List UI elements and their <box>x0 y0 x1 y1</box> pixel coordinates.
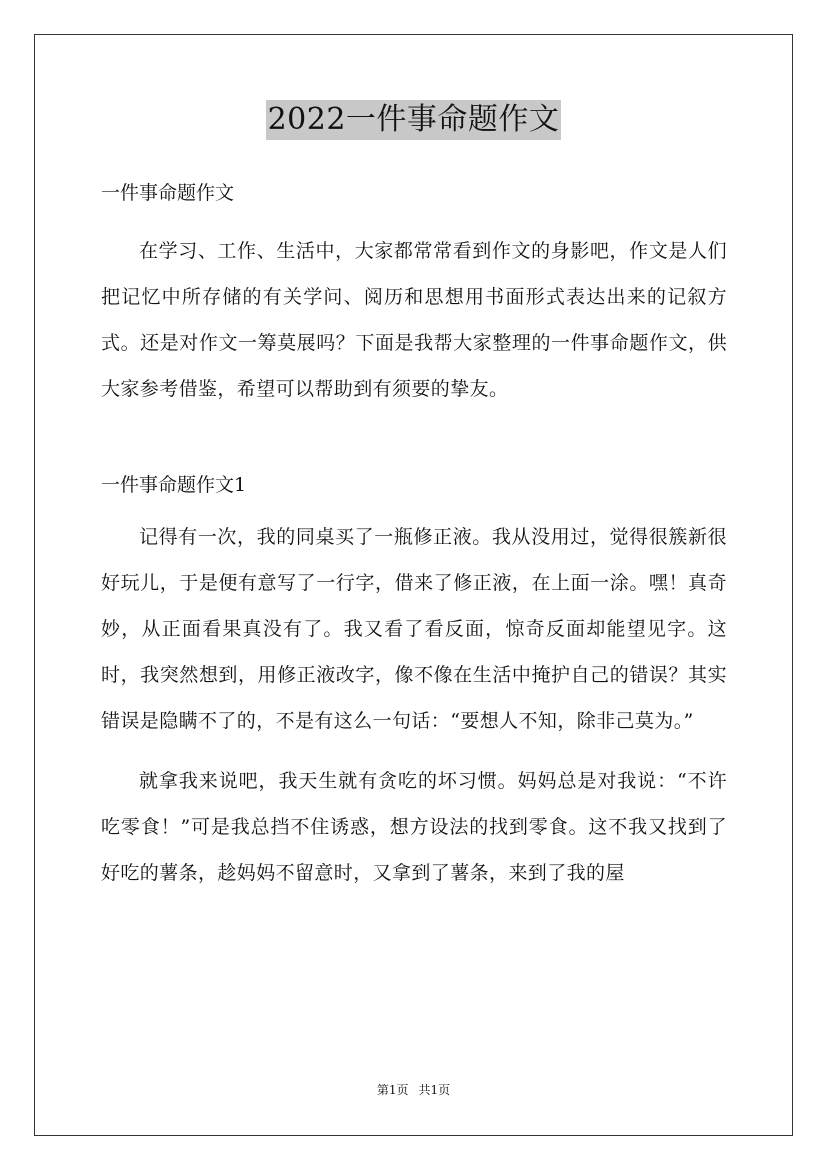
intro-paragraph: 在学习、工作、生活中，大家都常常看到作文的身影吧，作文是人们把记忆中所存储的有关学问、阅历和思想用书面形式表达出来的记叙方式。还是对作文一筹莫展吗？下面是我帮大家整理的一件事命题作文，供大家参考借鉴，希望可以帮助到有须要的挚友。 <box>101 240 727 400</box>
page-total: 共1页 <box>418 1083 451 1097</box>
section1-paragraph-1: 记得有一次，我的同桌买了一瓶修正液。我从没用过，觉得很簇新很好玩儿，于是便有意写了一行字，借来了修正液，在上面一涂。嘿！真奇妙，从正面看果真没有了。我又看了看反面，惊奇反面却能望见字。这时，我突然想到，用修正液改字，像不像在生活中掩护自己的错误？其实错误是隐瞒不了的，不是有这么一句话：“要想人不知，除非己莫为。” <box>101 526 727 732</box>
document-title: 2022一件事命题作文 <box>266 100 562 140</box>
section1-heading: 一件事命题作文1 <box>101 474 247 496</box>
page-footer <box>0 1082 827 1098</box>
document-body <box>101 170 727 896</box>
section1-paragraph-2: 就拿我来说吧，我天生就有贪吃的坏习惯。妈妈总是对我说：“不许吃零食！”可是我总挡不住诱惑，想方设法的找到零食。这不我又找到了好吃的薯条，趁妈妈不留意时，又拿到了薯条，来到了我的屋 <box>101 770 727 884</box>
page-current: 第1页 <box>376 1083 409 1097</box>
intro-heading: 一件事命题作文 <box>101 182 235 204</box>
title-container <box>0 100 827 140</box>
